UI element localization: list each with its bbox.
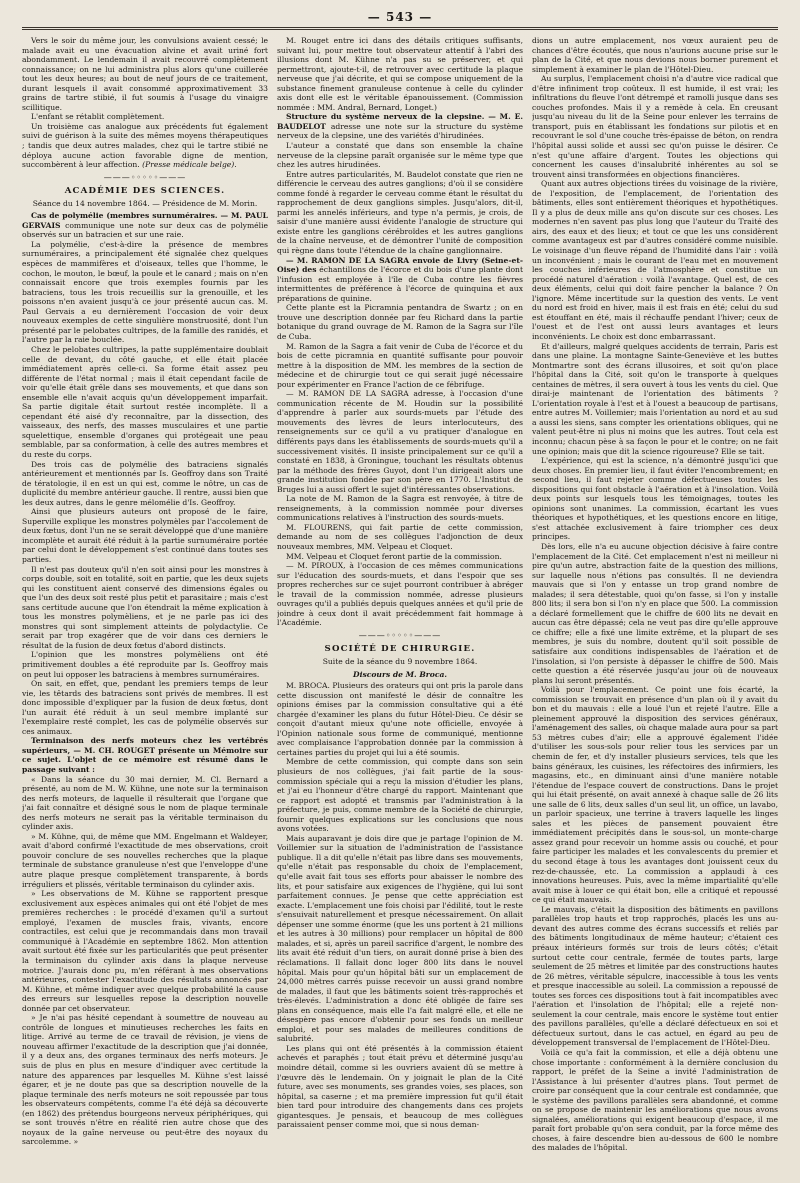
- paragraph: Le mauvais, c'était la disposition des bâtiments en pavillons parallèles trop hauts et trop rapprochés, placés les uns au-devant des autres comme des écrans successifs et reliés par des bâtiments longitudinaux de même hauteur; c'étaient ces préaux intérieurs formés sur trois de leurs côtés; c'était surtout cette cour centrale, fermée de toutes parts, large seulement de 25 mètres et limitée par des constructions hautes de 26 mètres, véritable sépulcre, inaccessible à tous les vents et presque inaccessible au soleil. La commission a repoussé de toutes ses forces ces dispositions tout à fait incompatibles avec l'aération et l'insolation de l'hôpital; elle a rejeté non-seulement la cour centrale, mais encore le système tout entier des pavillons parallèles, qu'elle a déclaré défectueux en soi et défectueux surtout, dans le cas actuel, en égard au peu de développement transversal de l'emplacement de l'Hôtel-Dieu.: [532, 904, 778, 1048]
- header-rule: [22, 27, 778, 30]
- paragraph: Chez le pelobates cultripes, la patte supplémentaire doublait celle de devant, du côté gauche, et elle était placée immédiatement après celle-ci. Sa forme était assez peu différente de l'état normal ; mais il était cependant facile de voir qu'elle était grêle dans ses mouvements, et que dans son ensemble elle n'avait acquis qu'un développement imparfait. Sa partie digitale était surtout restée incomplète. Il a cependant été aisé d'y reconnaître, par la dissection, des vaisseaux, des nerfs, des masses musculaires et une partie squelettique, ensemble d'organes qui protégeait une peau semblable, par sa conformation, à celle des autres membres et du reste du corps.: [22, 344, 268, 459]
- subsection-heading: [22, 211, 268, 240]
- paragraph: M. Ramon de la Sagra a fait venir de Cuba de l'écorce et du bois de cette picramnia en quantité suffisante pour pouvoir mettre à la disposition de MM. les membres de la section de médecine et de chirurgie tout ce qui serait jugé nécessaire pour expérimenter en France l'action de ce fébrifuge.: [277, 341, 523, 389]
- paragraph: Au surplus, l'emplacement choisi n'a d'autre vice radical que d'être infiniment trop coûteux. Il est humide, il est vrai; les infiltrations du fleuve l'ont détrempé et ramolli jusque dans ses couches profondes. Mais il y a remède à cela. En creusant jusqu'au niveau du lit de la Seine pour enlever les terrains de transport, puis en établissant les fondations sur pilotis et en recouvrant le sol d'une couche très-épaisse de béton, on rendra l'hôpital aussi solide et aussi sec qu'on puisse le désirer. Ce n'est qu'une affaire d'argent. Toutes les objections qui concernent les causes d'insalubrité inhérentes au sol se trouvent ainsi transformées en objections financières.: [532, 74, 778, 179]
- paragraph: Voilà ce qu'a fait la commission, et elle a déjà obtenu une chose importante : conformément à la dernière conclusion du rapport, le préfet de la Seine a invité l'administration de l'Assistance à lui présenter d'autres plans. Tout permet de croire par conséquent que la cour centrale est condamnée, que le système des pavillons parallèles sera abandonné, et comme on se propose de maintenir les améliorations que nous avons signalées, améliorations qui exigent beaucoup d'espace, il me paraît fort probable qu'on sera conduit, par la force même des choses, à faire descendre bien au-dessous de 600 le nombre des malades de l'hôpital.: [532, 1047, 778, 1153]
- paragraph: » Je n'ai pas hésité cependant à soumettre de nouveau au contrôle de longues et minutieuses recherches les faits en litige. Arrivé au terme de ce travail de révision, je viens de nouveau affirmer l'exactitude de la description que j'ai donnée, il y a deux ans, des organes terminaux des nerfs moteurs. Je suis de plus en plus en mesure d'indiquer avec certitude la nature des apparences par lesquelles M. Kühne s'est laissé égarer, et je ne doute pas que sa description nouvelle de la plaque terminale des nerfs moteurs ne soit repoussée par tous les observateurs compétents, comme l'a été déjà sa découverte (en 1862) des prétendus bourgeons nerveux périphériques, qui se sont trouvés n'être en réalité rien autre chose que des noyaux de la gaîne nerveuse ou peut-être des noyaux du sarcolemme. »: [22, 1013, 268, 1147]
- columns: [22, 36, 778, 1176]
- paragraph: Quant aux autres objections tirées du voisinage de la rivière, de l'exposition, de l'emplacement, de l'orientation des bâtiments, elles sont entièrement théoriques et hypothétiques. Il y a plus de deux mille ans qu'on discute sur ces choses. Les modernes n'en savent pas plus long que l'auteur du Traité des airs, des eaux et des lieux; et tout ce que les uns considèrent comme avantageux est par d'autres considéré comme nuisible. Le voisinage d'un fleuve répand de l'humidité dans l'air : voilà un inconvénient ; mais le courant de l'eau met en mouvement les couches inférieures de l'atmosphère et constitue un procédé naturel d'aération : voilà l'avantage. Quel est, de ces deux éléments, celui qui doit faire pencher la balance ? On l'ignore. Même incertitude sur la question des vents. Le vent du nord est froid en hiver, mais il est frais en été; celui du sud est étouffant en été, mais il réchauffe pendant l'hiver; ceux de l'ouest et de l'est ont aussi leurs avantages et leurs inconvénients. Le choix est donc embarrassant.: [532, 179, 778, 341]
- paragraph-text: Un troisième cas analogue aux précédents fut également suivi de guérison à la suite des mêmes moyens thérapeutiques ; tandis que deux autres malades, chez qui le tartre stibié ne déploya aucune action favorable digne de mention, succombèrent à leur affection.: [22, 121, 268, 170]
- subsection-heading: [22, 736, 268, 774]
- section-title-academie: ACADÉMIE DES SCIENCES.: [64, 186, 226, 197]
- paragraph: dions un autre emplacement, nos vœux auraient peu de chances d'être écoutés, que nous n'aurions aucune prise sur le plan de la Cité, et que nous devions nous borner purement et simplement à examiner le plan de l'Hôtel-Dieu.: [532, 36, 778, 74]
- paragraph: Membre de cette commission, qui compte dans son sein plusieurs de nos collègues, j'ai fait partie de la sous-commission spéciale qui a reçu la mission d'étudier les plans, et j'ai eu l'honneur d'être chargé du rapport. Maintenant que ce rapport est adopté et transmis par l'administration à la préfecture, je puis, comme membre de la Société de chirurgie, fournir quelques explications sur les conclusions que nous avons votées.: [277, 757, 523, 834]
- paragraph: Ainsi que plusieurs auteurs ont proposé de le faire, Superville explique les monstres polymèles par l'accolement de deux fœtus, dont l'un ne se serait développé que d'une manière incomplète et aurait été réduit à la partie surnuméraire portée par celui dont le développement s'est continué dans toutes ses parties.: [22, 507, 268, 564]
- discours-heading: Discours de M. Broca.: [352, 669, 448, 679]
- paragraph: M. FLOURENS, qui fait partie de cette commission, demande au nom de ses collègues l'adjonction de deux nouveaux membres, MM. Velpeau et Cloquet.: [277, 522, 523, 551]
- paragraph: On sait, en effet, que, pendant les premiers temps de leur vie, les têtards des batraciens sont privés de membres. Il est donc impossible d'expliquer par la fusion de deux fœtus, dont l'un aurait été réduit à un seul membre implanté sur l'exemplaire resté complet, les cas de polymélie observés sur ces animaux.: [22, 679, 268, 736]
- paragraph: M. BROCA. Plusieurs des orateurs qui ont pris la parole dans cette discussion ont manifesté le désir de connaître les opinions émises par la commission consultative qui a été chargée d'examiner les plans du futur Hôtel-Dieu. Ce désir se conçoit d'autant mieux qu'une note officielle, envoyée à l'Opinion nationale sous forme de communiqué, mentionne avec complaisance l'approbation donnée par la commission à certaines parties du projet qui lui a été soumis.: [277, 681, 523, 757]
- paragraph: M. Rouget entre ici dans des détails critiques suffisants, suivant lui, pour mettre tout observateur attentif à l'abri des illusions dont M. Kühne n'a pas su se préserver, et qui permettront, ajoute-t-il, de retrouver avec certitude la plaque nerveuse que j'ai décrite, et qui se compose uniquement de la substance finement granuleuse contenue à celle du cylinder axis dont elle est le véritable épanouissement. (Commission nommée : MM. Andral, Bernard, Longet.): [277, 36, 523, 112]
- subsection-heading: [277, 112, 523, 141]
- subsection-heading: [277, 256, 523, 304]
- paragraph: Des trois cas de polymélie des batraciens signalés antérieurement et mentionnés par Is. Geoffroy dans son Traité de tératologie, il en est un qui est, comme le nôtre, un cas de duplicité du membre antérieur gauche. Il rentre, aussi bien que les deux autres, dans le genre mélomélie d'Is. Geoffroy.: [22, 459, 268, 507]
- paragraph: Et d'ailleurs, malgré quelques accidents de terrain, Paris est dans une plaine. La montagne Sainte-Geneviève et les buttes Montmartre sont des écrans illusoires, et soit qu'on place l'hôpital dans la Cité, soit qu'on le transporte à quelques centaines de mètres, il sera ouvert à tous les vents du ciel. Que dirai-je maintenant de l'orientation des bâtiments ? L'orientation royale à l'est et à l'ouest a beaucoup de partisans, entre autres M. Voillemier; mais l'orientation au nord et au sud a aussi les siens, sans compter les orientations obliques, qui ne valent peut-être ni plus ni moins que les autres. Tout cela est inconnu; chacun pèse à sa façon le pour et le contre; on ne fait une opinion; mais que dit la science rigoureuse? Elle se tait.: [532, 341, 778, 456]
- paragraph: Vers le soir du même jour, les convulsions avaient cessé; le malade avait eu une évacuation alvine et avait uriné fort abondamment. Le lendemain il avait recouvré complètement connaissance; on ne lui administra plus alors qu'une cuillerée tout les deux heures; au bout de neuf jours de ce traitement, durant lesquels il avait consommé approximativement 33 grains de tartre stibié, il fut soumis à l'usage du vinaigre scillitique.: [22, 36, 268, 112]
- paragraph: L'opinion que les monstres polymèliens ont été primitivement doubles a été reproduite par Is. Geoffroy mais on peut lui opposer les batraciens à membres surnuméraires.: [22, 650, 268, 679]
- session-line: Suite de la séance du 9 novembre 1864.: [322, 657, 478, 666]
- ornament-divider: ———◦◦◦◦◦———: [103, 172, 187, 182]
- paragraph: La note de M. Ramon de la Sagra est renvoyée, à titre de renseignements, à la commission nommée pour diverses communications relatives à l'instruction des sourds-muets.: [277, 494, 523, 523]
- paragraph: L'auteur a constaté que dans son ensemble la chaîne nerveuse de la clepsine paraît organisée sur le même type que chez les autres hirudinées.: [277, 141, 523, 170]
- paragraph: Cette plante est la Picramnia pentandra de Swartz ; on en trouve une description donnée par feu Richard dans la partie botanique du grand ouvrage de M. Ramon de la Sagra sur l'île de Cuba.: [277, 303, 523, 341]
- source-citation: (Presse médicale belge).: [142, 160, 237, 170]
- column-3: [532, 36, 778, 1176]
- paragraph: L'expérience, qui est la science, n'a démontré jusqu'ici que deux choses. En premier lieu, il faut éviter l'encombrement; en second lieu, il faut rejeter comme défectueuses toutes les dispositions qui font obstacle à l'aération et à l'insolation. Voilà deux points sur lesquels tous les témoignages, toutes les opinions sont unanimes. La commission, écartant les vues théoriques et hypothétiques, et les questions encore en litige, s'est attachée exclusivement à faire triompher ces deux principes.: [532, 456, 778, 542]
- paragraph-text: échantillons de l'écorce et du bois d'une plante dont l'infusion est employée à l'île de Cuba contre les fièvres intermittentes de préférence à l'écorce de quinquina et aux préparations de quinine.: [277, 265, 523, 303]
- paragraph: » Les observations de M. Kühne se rapportent presque exclusivement aux espèces animales qui ont été l'objet de mes premières recherches : le procédé d'examen qu'il a surtout employé, l'examen de muscles frais, vivants, encore contractiles, est celui que je recommandais dans mon travail communiqué à l'Académie en septembre 1862. Mon attention avait surtout été fixée sur les particularités que peut présenter la terminaison du cylinder axis dans la plaque nerveuse motrice. J'aurais donc pu, m'en référant à mes observations antérieures, contester l'exactitude des résultats annoncés par M. Kühne, et même indiquer avec quelque probabilité la cause des erreurs sur lesquelles repose la description nouvelle donnée par cet observateur.: [22, 889, 268, 1013]
- paragraph: — M. PIROUX, à l'occasion de ces mêmes communications sur l'éducation des sourds-muets, et dans l'espoir que ses propres recherches sur ce sujet pourront contribuer à abréger le travail de la commission nommée, adresse plusieurs ouvrages qu'il a publiés depuis quelques années et qu'il prie de joindre à ceux dont il avait précédemment fait hommage à l'Académie.: [277, 561, 523, 628]
- paragraph: « Dans la séance du 30 mai dernier, M. Cl. Bernard a présenté, au nom de M. W. Kühne, une note sur la terminaison des nerfs moteurs, de laquelle il résulterait que l'organe que j'ai fait connaître et désigné sous le nom de plaque terminale des nerfs moteurs ne serait pas la véritable terminaison du cylinder axis.: [22, 774, 268, 832]
- paragraph: Les plans qui ont été présentés à la commission étaient achevés et paraphés ; tout était prévu et déterminé jusqu'au moindre détail, comme si les ouvriers avaient dû se mettre à l'œuvre dès le lendemain. On y joignait le plan de la Cité future, avec ses monuments, ses grandes voies, ses places, son hôpital, sa caserne ; et ma première impression fut qu'il était bien tard pour introduire des changements dans ces projets gigantesques. Je pensais, et beaucoup de mes collègues paraissaient penser comme moi, que si nous deman-: [277, 1043, 523, 1130]
- heading-sagra: — M. RAMON DE LA SAGRA envoie de Livry (Seine-et-Oise) des: [277, 255, 523, 275]
- paragraph: Dès lors, elle n'a eu aucune objection décisive à faire contre l'emplacement de la Cité. Cet emplacement n'est ni meilleur ni pire qu'un autre, abstraction faite de la question des millions, sur laquelle nous n'étions pas consultés. Il ne deviendra mauvais que si l'on y entasse un trop grand nombre de malades; il sera détestable, quoi qu'on fasse, si l'on y installe 800 lits; il sera bon si l'on n'y en place que 500. La commission a déclaré formellement que le chiffre de 600 lits ne devait en aucun cas être dépassé; cela ne veut pas dire qu'elle approuve ce chiffre; elle a fixé une limite extrême, et la plupart de ses membres, je suis du nombre, doutent qu'il soit possible de satisfaire aux conditions indispensables de l'aération et de l'insolation, si l'on persiste à dépasser le chiffre de 500. Mais cette question a été réservée jusqu'au jour où de nouveaux plans lui seront présentés.: [532, 541, 778, 685]
- column-2: [277, 36, 523, 1176]
- paragraph-text: communique une note sur deux cas de polymélie observés sur un batracien et sur une raie.: [22, 220, 268, 240]
- paragraph: L'enfant se rétablit complètement.: [31, 112, 165, 122]
- column-1: [22, 36, 268, 1176]
- paragraph: » M. Kühne, qui, de même que MM. Engelmann et Waldeyer, avait d'abord confirmé l'exactitude de mes observations, croit pouvoir conclure de ses nouvelles recherches que la plaque terminale de substance granuleuse n'est que l'enveloppe d'une autre plaque presque complètement transparente, à bords irréguliers et plissés, véritable terminaison du cylinder axis.: [22, 831, 268, 889]
- ornament-divider: ———◦◦◦◦◦———: [358, 630, 442, 640]
- session-line: Séance du 14 novembre 1864. — Présidence de M. Morin.: [32, 198, 258, 208]
- paragraph: Mais auparavant je dois dire que je partage l'opinion de M. Voillemier sur la situation de l'administration de l'assistance publique. Il a dit qu'elle n'était pas libre dans ses mouvements, qu'elle n'était pas responsable du choix de l'emplacement, qu'elle avait fait tous ses efforts pour abaisser le nombre des lits, et pour satisfaire aux exigences de l'hygiène, qui lui sont parfaitement connues. Je pense que cette appréciation est exacte. L'emplacement une fois choisi par l'édilité, tout le reste s'ensuivait naturellement et presque nécessairement. On allait dépenser une somme énorme (que les uns portent à 21 millions et les autres à 30 millions) pour remplacer un hôpital de 800 malades, et si, après un pareil sacrifice d'argent, le nombre des lits avait été réduit d'un tiers, on aurait donné prise à bien des réclamations. Il fallait donc loger 800 lits dans le nouvel hôpital. Mais pour qu'un hôpital bâti sur un emplacement de 24,000 mètres carrés puisse recevoir un aussi grand nombre de malades, il faut que les bâtiments soient très-rapprochés et très-élevés. L'administration a donc été obligée de faire ses plans en conséquence, mais elle l'a fait malgré elle, et elle ne désespère pas encore d'obtenir pour ses fonds un meilleur emploi, et pour ses malades de meilleures conditions de salubrité.: [277, 833, 523, 1044]
- heading-polymelie: Cas de polymélie (membres surnuméraires. — M. PAUL GERVAIS: [22, 211, 268, 230]
- paragraph: — M. RAMON DE LA SAGRA adresse, à l'occasion d'une communication récente de M. Houdin sur la possibilité d'apprendre à parler aux sourds-muets par l'étude des mouvements des lèvres de leurs interlocuteurs, des renseignements sur ce qu'il a vu pratiquer d'analogue en différents pays dans les établissements de sourds-muets qu'il a successivement visités. Il insiste principalement sur ce qu'il a constaté en 1838, à Groningue, touchant les résultats obtenus par la méthode des frères Guyot, dont l'un dirigeait alors une grande institution fondée par son père en 1770. L'Institut de Bruges lui a aussi offert le sujet d'intéressantes observations.: [277, 389, 523, 494]
- paragraph: MM. Velpeau et Cloquet feront partie de la commission.: [286, 551, 502, 561]
- paragraph: Entre autres particularités, M. Baudelot constate que rien ne différencie le cerveau des autres ganglions; d'où il se considère comme fondé à regarder le cerveau comme étant le résultat du rapprochement de deux ganglions simples. Jusqu'alors, dit-il, parmi les annelés inférieurs, and type n'a permis, je crois, de saisir d'une manière aussi évidente l'analogie de structure qui existe entre les ganglions cérébroïdes et les autres ganglions de la chaîne nerveuse, et de démontrer l'unité de composition qui règne dans toute l'étendue de la chaîne ganglionnaire.: [277, 169, 523, 256]
- page-number: — 543 —: [367, 10, 433, 24]
- section-title-chirurgie: SOCIÉTÉ DE CHIRURGIE.: [324, 644, 476, 655]
- paragraph: [22, 122, 268, 170]
- paragraph: La polymélie, c'est-à-dire la présence de membres surnuméraires, a principalement été signalée chez quelques espèces de mammifères et d'oiseaux, telles que l'homme, le cochon, le mouton, le bœuf, la poule et le canard ; mais on n'en connaissait encore que trois exemples fournis par les batraciens, tous les trois recueillis sur la grenouille, et les poissons n'en avaient jusqu'à ce jour présenté aucun cas. M. Paul Gervais a eu dernièrement l'occasion de voir deux nouveaux exemples de cette singulière monstruosité, dont l'un présenté par le pelobates cultripes, de la famille des ranidés, et l'autre par la raie bouclée.: [22, 239, 268, 345]
- paragraph: Il n'est pas douteux qu'il n'en soit ainsi pour les monstres à corps double, soit en totalité, soit en partie, que les deux sujets qui les constituent aient conservé des dimensions égales ou que l'un des deux soit resté plus petit et parasitaire ; mais c'est sans certitude aucune que l'on étendrait la même explication à tous les monstres polymèliens, et je ne parle pas ici des monstres qui sont simplement atteints de polydactylie. Ce serait par trop exagérer que de voir dans ces derniers le résultat de la fusion de deux fœtus d'abord distincts.: [22, 564, 268, 650]
- paragraph-text: adresse une note sur la structure du système nerveux de la clepsine, une des variétés d'hirudinées.: [277, 121, 523, 141]
- heading-nerfs: Terminaison des nerfs moteurs chez les vertébrés supérieurs, — M. CH. ROUGET présente un Mémoire sur ce sujet. L'objet de ce mémoire est résumé dans le passage suivant :: [22, 736, 268, 775]
- paragraph: Voilà pour l'emplacement. Ce point une fois écarté, la commission se trouvait en présence d'un plan où il y avait du bon et du mauvais : elle a loué l'un et rejeté l'autre. Elle a pleinement approuvé la disposition des services généraux, l'aménagement des salles, où chaque malade aura pour sa part 53 mètres cubes d'air; elle a approuvé également l'idée d'utiliser les sous-sols pour relier tous les services par un chemin de fer, et d'y installer plusieurs services, tels que les bains généraux, les cuisines, les réfectoires des infirmiers, les magasins, etc., en diminuant ainsi d'une manière notable l'étendue de l'espace couvert de constructions. Dans le projet qui lui était présenté, on avait annexé à chaque salle de 26 lits une salle de 6 lits, deux salles d'un seul lit, un office, un lavabo, un parloir spacieux, une terrine à travers laquelle les linges sales et les pièces de pansement pouvaient être immédiatement précipités dans le sous-sol, un monte-charge assez grand pour recevoir un homme assis ou couché, et pour faire participer les malades et les convalescents du premier et du second étage à tous les avantages dont jouissent ceux du rez-de-chaussée, etc. La commission a applaudi à ces innovations heureuses. Puis, avec la même impartialité qu'elle avait mise à louer ce qui était bon, elle a critiqué et repoussé ce qui était mauvais.: [532, 685, 778, 905]
- heading-clepsine: Structure du système nerveux de la clepsine. — M. E. BAUDELOT: [277, 112, 523, 131]
